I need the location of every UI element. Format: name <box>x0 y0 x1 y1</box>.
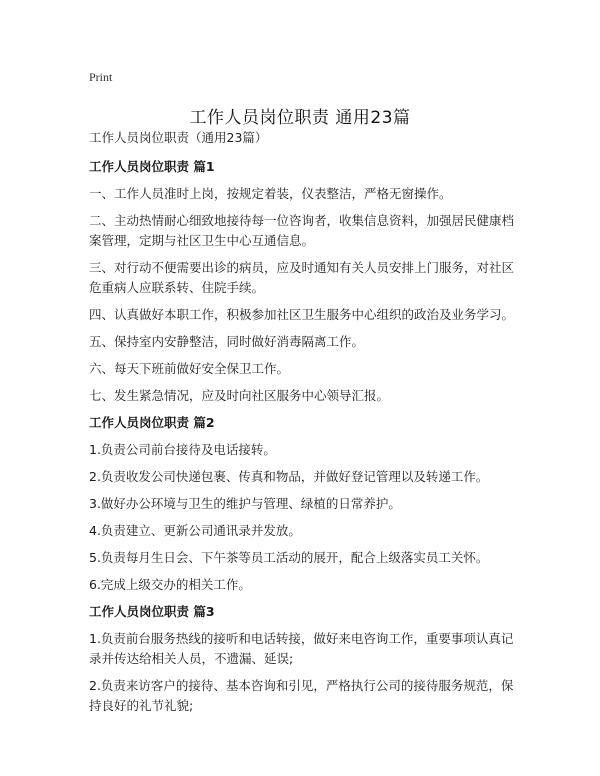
paragraph: 四、认真做好本职工作，积极参加社区卫生服务中心组织的政治及业务学习。 <box>89 307 515 322</box>
document-body <box>89 128 519 723</box>
page-title: 工作人员岗位职责 通用23篇 <box>189 108 411 128</box>
section-3 <box>89 602 519 716</box>
section-1 <box>89 157 519 406</box>
paragraph: 1.负责前台服务热线的接听和电话转接，做好来电咨询工作，重要事项认真记录并传达给相关人员，不遗漏、延误; <box>89 631 514 666</box>
paragraph: 3.做好办公环境与卫生的维护与管理、绿植的日常养护。 <box>89 496 401 511</box>
section-heading: 工作人员岗位职责 篇2 <box>89 415 215 430</box>
paragraph: 2.负责来访客户的接待、基本咨询和引见，严格执行公司的接待服务规范，保持良好的礼节礼貌; <box>89 678 514 713</box>
section-heading: 工作人员岗位职责 篇1 <box>89 159 215 174</box>
paragraph: 6.完成上级交办的相关工作。 <box>89 577 251 592</box>
paragraph: 二、主动热情耐心细致地接待每一位咨询者，收集信息资料，加强居民健康档案管理，定期与社区卫生中心互通信息。 <box>89 213 515 248</box>
paragraph: 一、工作人员准时上岗，按规定着装，仪表整洁，严格无窗操作。 <box>89 186 452 201</box>
document-subtitle: 工作人员岗位职责（通用23篇） <box>89 130 268 145</box>
section-2 <box>89 413 519 595</box>
paragraph: 4.负责建立、更新公司通讯录并发放。 <box>89 523 301 538</box>
paragraph: 2.负责收发公司快递包裹、传真和物品，并做好登记管理以及转递工作。 <box>89 469 489 484</box>
paragraph: 五、保持室内安静整洁，同时做好消毒隔离工作。 <box>89 334 365 349</box>
paragraph: 5.负责每月生日会、下午茶等员工活动的展开，配合上级落实员工关怀。 <box>89 550 489 565</box>
print-label: Print <box>89 70 113 84</box>
paragraph: 1.负责公司前台接待及电话接转。 <box>89 442 276 457</box>
paragraph: 三、对行动不便需要出诊的病员，应及时通知有关人员安排上门服务，对社区危重病人应联系转、住院手续。 <box>89 260 515 295</box>
section-heading: 工作人员岗位职责 篇3 <box>89 604 215 619</box>
paragraph: 七、发生紧急情况，应及时向社区服务中心领导汇报。 <box>89 388 390 403</box>
paragraph: 六、每天下班前做好安全保卫工作。 <box>89 361 290 376</box>
